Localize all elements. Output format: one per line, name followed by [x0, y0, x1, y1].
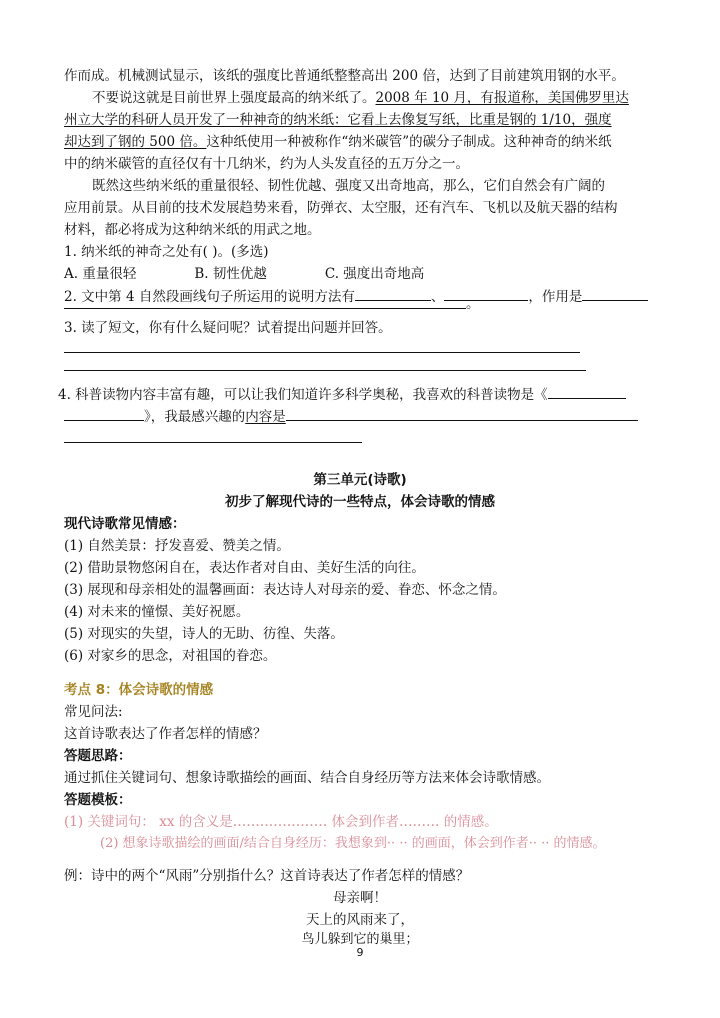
- question-4-text: 内容是: [245, 409, 286, 425]
- ask-text: 这首诗歌表达了作者怎样的情感？: [64, 726, 267, 742]
- question-1-options: [64, 264, 424, 284]
- passage-text: 不要说这就是目前世界上强度最高的纳米纸了。: [92, 90, 376, 106]
- emotion-item: (6) 对家乡的思念，对祖国的眷恋。: [64, 648, 277, 664]
- unit-title: 第三单元(诗歌): [313, 472, 407, 488]
- passage-line-3: [64, 110, 612, 130]
- poem-line: 天上的风雨来了，: [306, 912, 414, 928]
- underlined-sentence: 2008 年 10 月，有报道称，美国佛罗里达: [375, 90, 629, 106]
- ask-label: 常见问法:: [64, 704, 123, 720]
- answer-line[interactable]: [64, 308, 466, 309]
- idea-text: 通过抓住关键词句、想象诗歌描绘的画面、结合自身经历等方法来体会诗歌情感。: [64, 770, 550, 786]
- emotion-item: (4) 对未来的憧憬、美好祝愿。: [64, 604, 250, 620]
- question-2: [64, 286, 648, 307]
- emotion-item: (3) 展现和母亲相处的温馨画面：表达诗人对母亲的爱、眷恋、怀念之情。: [64, 582, 506, 598]
- answer-blank[interactable]: [582, 286, 648, 301]
- unit-subtitle: 初步了解现代诗的一些特点，体会诗歌的情感: [225, 494, 495, 510]
- poem-line: 鸟儿躲到它的巢里；: [301, 932, 419, 947]
- passage-line-1: 作而成。机械测试显示，该纸的强度比普通纸整整高出 200 倍，达到了目前建筑用钢的水平。: [64, 68, 625, 84]
- option-c: C. 强度出奇地高: [324, 266, 425, 282]
- answer-line[interactable]: [64, 352, 580, 353]
- emotion-item: (1) 自然美景：抒发喜爱、赞美之情。: [64, 538, 290, 554]
- period: 。: [466, 296, 480, 312]
- idea-label: 答题思路：: [64, 748, 132, 764]
- poem-line: 母亲啊！: [333, 890, 387, 906]
- passage-line-2: [92, 88, 629, 108]
- passage-line-5: 中的纳米碳管的直径仅有十几纳米，约为人头发直径的五万分之一。: [64, 156, 469, 172]
- passage-line-6: 既然这些纳米纸的重量很轻、韧性优越、强度又出奇地高，那么，它们自然会有广阔的: [92, 178, 605, 194]
- question-2-text: 2. 文中第 4 自然段画线句子所运用的说明方法有: [64, 289, 355, 305]
- option-a: A. 重量很轻: [64, 266, 137, 282]
- emotion-item: (5) 对现实的失望，诗人的无助、彷徨、失落。: [64, 626, 344, 642]
- answer-blank[interactable]: [64, 406, 144, 421]
- question-4: [58, 384, 626, 405]
- question-3: 3. 读了短文，你有什么疑问呢？试着提出问题并回答。: [64, 320, 392, 336]
- answer-blank[interactable]: [355, 286, 431, 301]
- answer-line[interactable]: [64, 442, 362, 443]
- example-question: 例：诗中的两个“风雨”分别指什么？这首诗表达了作者怎样的情感？: [64, 868, 470, 884]
- kaodian-heading: 考点 8：体会诗歌的情感: [64, 682, 214, 698]
- question-1: 1. 纳米纸的神奇之处有( )。(多选): [64, 244, 269, 260]
- passage-line-4: [64, 132, 612, 152]
- answer-blank[interactable]: [548, 384, 626, 399]
- question-2-text: ，作用是: [528, 289, 583, 305]
- question-4-text: 》，我最感兴趣的: [144, 409, 246, 425]
- template-label: 答题模板：: [64, 792, 132, 808]
- question-4-cont: [64, 406, 638, 427]
- answer-blank[interactable]: [444, 286, 528, 301]
- page-number: 9: [356, 946, 364, 959]
- separator: 、: [430, 289, 445, 305]
- underlined-sentence: 却达到了钢的 500 倍。: [64, 134, 207, 150]
- common-emotions-heading: 现代诗歌常见情感：: [64, 516, 186, 532]
- passage-line-8: 材料，都必将成为这种纳米纸的用武之地。: [64, 222, 321, 238]
- emotion-item: (2) 借助景物悠闲自在，表达作者对自由、美好生活的向往。: [64, 560, 425, 576]
- template-1: (1) 关键词句： xx 的含义是………………… 体会到作者……… 的情感。: [64, 814, 498, 830]
- option-b: B. 韧性优越: [194, 266, 267, 282]
- answer-blank[interactable]: [286, 406, 638, 421]
- answer-line[interactable]: [64, 370, 586, 371]
- underlined-sentence: 州立大学的科研人员开发了一种神奇的纳米纸：它看上去像复写纸，比重是钢的 1/10，强度: [64, 112, 612, 128]
- passage-text: 这种纸使用一种被称作“纳米碳管”的碳分子制成。这种神奇的纳米纸: [206, 134, 612, 150]
- passage-line-7: 应用前景。从目前的技术发展趋势来看，防弹衣、太空服，还有汽车、飞机以及航天器的结构: [64, 200, 618, 216]
- template-2: (2) 想象诗歌描绘的画面/结合自身经历：我想象到·· ·· 的画面，体会到作者·· ·· 的情感。: [100, 836, 606, 851]
- question-4-text: 4. 科普读物内容丰富有趣，可以让我们知道许多科学奥秘，我喜欢的科普读物是《: [58, 387, 548, 403]
